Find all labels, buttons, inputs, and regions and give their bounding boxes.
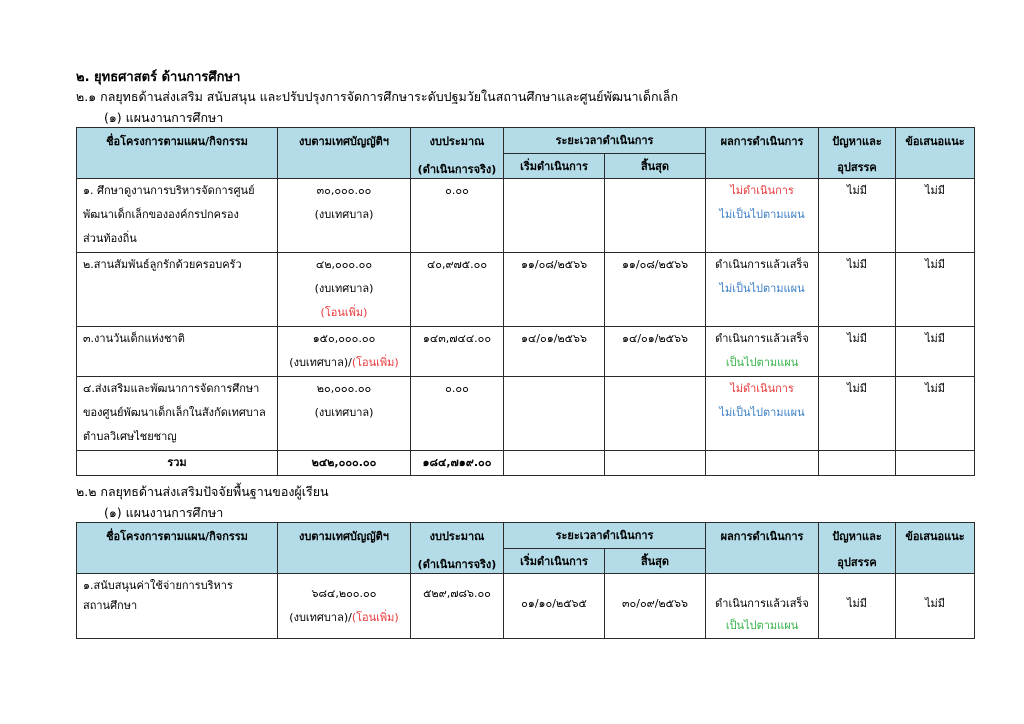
suggestion-cell <box>896 377 975 451</box>
problem-cell <box>819 179 896 253</box>
project-name-line: ๑.สนับสนุนค่าใช้จ่ายการบริหาร <box>83 579 233 592</box>
empty-cell <box>504 451 605 476</box>
budget-law-cell <box>278 377 411 451</box>
project-name-line: ๒.สานสัมพันธ์ลูกรักด้วยครอบครัว <box>83 258 242 271</box>
budget-law-cell <box>278 327 411 377</box>
budget-actual: ๐.๐๐ <box>445 184 469 197</box>
header-result: ผลการดำเนินการ <box>706 523 819 574</box>
table-row <box>77 574 975 639</box>
budget-actual: ๕๒๙,๗๘๖.๐๐ <box>423 587 491 600</box>
end-date-cell <box>605 327 706 377</box>
end-date <box>605 179 706 253</box>
budget-source: (งบเทศบาล) <box>314 282 374 295</box>
total-budget: ๒๔๒,๐๐๐.๐๐ <box>278 451 411 476</box>
project-name-line: ๓.งานวันเด็กแห่งชาติ <box>83 332 185 345</box>
section-title: ๒. ยุทธศาสตร์ ด้านการศึกษา <box>76 70 241 85</box>
problem-cell <box>819 574 896 639</box>
header-start: เริ่มดำเนินการ <box>504 548 605 574</box>
result-status: ดำเนินการแล้วเสร็จ <box>715 332 809 345</box>
empty-cell <box>706 451 819 476</box>
total-actual: ๑๘๔,๗๑๙.๐๐ <box>411 451 504 476</box>
problem-text: ไม่มี <box>846 597 868 610</box>
result-status: ไม่ดำเนินการ <box>730 184 794 197</box>
budget-amount: ๖๘๔,๒๐๐.๐๐ <box>311 587 377 600</box>
budget-actual: ๑๔๓,๗๔๔.๐๐ <box>422 332 492 345</box>
subsection-title-2: ๒.๒ กลยุทธด้านส่งเสริมปัจจัยพื้นฐานของผู้เรียน <box>76 484 329 499</box>
plan-status: ไม่เป็นไปตามแผน <box>719 406 805 419</box>
budget-actual-cell <box>411 179 504 253</box>
table-row <box>77 179 975 253</box>
table-row <box>77 377 975 451</box>
result-cell <box>706 253 819 327</box>
header-suggestion: ข้อเสนอแนะ <box>896 128 975 179</box>
header-project: ชื่อโครงการตามแผน/กิจกรรม <box>77 128 278 179</box>
budget-extra: (โอนเพิ่ม) <box>351 356 399 369</box>
budget-actual: ๔๐,๙๗๕.๐๐ <box>426 258 488 271</box>
header-problem-line1: ปัญหาและ <box>832 135 882 148</box>
problem-text: ไม่มี <box>846 332 868 345</box>
header-start: เริ่มดำเนินการ <box>504 153 605 179</box>
header-period: ระยะเวลาดำเนินการ <box>504 523 706 549</box>
end-date: ๓๐/๐๙/๒๕๖๖ <box>622 597 688 610</box>
budget-amount: ๒๐,๐๐๐.๐๐ <box>316 382 372 395</box>
header-problem-line1: ปัญหาและ <box>832 530 882 543</box>
result-cell <box>706 377 819 451</box>
result-cell <box>706 574 819 639</box>
header-project: ชื่อโครงการตามแผน/กิจกรรม <box>77 523 278 574</box>
end-date-cell <box>605 253 706 327</box>
problem-cell <box>819 253 896 327</box>
start-date-cell <box>504 327 605 377</box>
header-budget-actual-line2: (ดำเนินการจริง) <box>417 558 497 571</box>
header-end: สิ้นสุด <box>605 548 706 574</box>
start-date-cell <box>504 253 605 327</box>
project-name <box>77 327 278 377</box>
project-table-2 <box>76 522 975 639</box>
project-name-line: สถานศึกษา <box>83 599 138 612</box>
problem-cell <box>819 377 896 451</box>
result-status: ไม่ดำเนินการ <box>730 382 794 395</box>
start-date: ๑๑/๐๘/๒๕๖๖ <box>520 258 588 271</box>
header-budget-actual-line2: (ดำเนินการจริง) <box>417 163 497 176</box>
plan-status: เป็นไปตามแผน <box>725 356 799 369</box>
budget-source-line <box>281 606 407 630</box>
budget-law-cell <box>278 253 411 327</box>
table-row <box>77 253 975 327</box>
plan-status: ไม่เป็นไปตามแผน <box>719 208 805 221</box>
header-problem-line2: อุปสรรค <box>837 161 877 174</box>
budget-amount: ๓๐,๐๐๐.๐๐ <box>316 184 372 197</box>
problem-text: ไม่มี <box>846 382 868 395</box>
header-problem <box>819 523 896 574</box>
project-name-line: ๑. ศึกษาดูงานการบริหารจัดการศูนย์ <box>83 184 255 197</box>
start-date <box>504 179 605 253</box>
end-date: ๑๑/๐๘/๒๕๖๖ <box>621 258 689 271</box>
table-row <box>77 327 975 377</box>
project-name-line: ๔.ส่งเสริมและพัฒนาการจัดการศึกษา <box>83 382 260 395</box>
budget-law-cell <box>278 179 411 253</box>
suggestion-cell <box>896 179 975 253</box>
project-name <box>77 253 278 327</box>
suggestion-cell <box>896 253 975 327</box>
budget-source: (งบเทศบาล) <box>314 406 374 419</box>
header-budget-actual <box>411 523 504 574</box>
plan-label-2: (๑) แผนงานการศึกษา <box>104 505 224 520</box>
suggestion-text: ไม่มี <box>924 332 946 345</box>
budget-source: (งบเทศบาล) <box>314 208 374 221</box>
start-date: ๑๔/๐๑/๒๕๖๖ <box>521 332 587 345</box>
end-date-cell <box>605 574 706 639</box>
end-date <box>605 377 706 451</box>
header-budget-law: งบตามเทศบัญญัติฯ <box>278 523 411 574</box>
start-date-cell <box>504 574 605 639</box>
budget-amount: ๔๒,๐๐๐.๐๐ <box>315 258 373 271</box>
header-budget-law: งบตามเทศบัญญัติฯ <box>278 128 411 179</box>
suggestion-text: ไม่มี <box>924 382 946 395</box>
result-cell <box>706 179 819 253</box>
project-name <box>77 179 278 253</box>
budget-actual-cell <box>411 327 504 377</box>
result-status: ดำเนินการแล้วเสร็จ <box>715 258 809 271</box>
problem-text: ไม่มี <box>846 258 868 271</box>
problem-text: ไม่มี <box>846 184 868 197</box>
empty-cell <box>896 451 975 476</box>
header-budget-actual <box>411 128 504 179</box>
suggestion-text: ไม่มี <box>924 184 946 197</box>
header-budget-actual-line1: งบประมาณ <box>429 530 485 543</box>
empty-cell <box>605 451 706 476</box>
header-period: ระยะเวลาดำเนินการ <box>504 128 706 154</box>
budget-actual-cell <box>411 574 504 639</box>
suggestion-cell <box>896 574 975 639</box>
project-name-line: ตำบลวิเศษไชยชาญ <box>83 430 177 443</box>
header-end: สิ้นสุด <box>605 153 706 179</box>
header-suggestion: ข้อเสนอแนะ <box>896 523 975 574</box>
header-budget-actual-line1: งบประมาณ <box>429 135 485 148</box>
budget-actual-cell <box>411 253 504 327</box>
budget-source: (งบเทศบาล)/ <box>289 611 352 624</box>
result-cell <box>706 327 819 377</box>
budget-source: (งบเทศบาล)/ <box>289 356 352 369</box>
subsection-title-1: ๒.๑ กลยุทธด้านส่งเสริม สนับสนุน และปรับปรุงการจัดการศึกษาระดับปฐมวัยในสถานศึกษาและศูนย์พัฒนาเด็กเล็ก <box>76 89 679 104</box>
total-row <box>77 451 975 476</box>
suggestion-cell <box>896 327 975 377</box>
empty-cell <box>819 451 896 476</box>
header-problem <box>819 128 896 179</box>
plan-status: เป็นไปตามแผน <box>725 619 799 632</box>
end-date: ๑๔/๐๑/๒๕๖๖ <box>622 332 688 345</box>
budget-source-line <box>281 351 407 375</box>
project-table-1 <box>76 127 975 476</box>
suggestion-text: ไม่มี <box>924 597 946 610</box>
budget-actual: ๐.๐๐ <box>445 382 469 395</box>
start-date <box>504 377 605 451</box>
budget-amount: ๑๕๐,๐๐๐.๐๐ <box>312 332 376 345</box>
project-name-line: ส่วนท้องถิ่น <box>83 232 137 245</box>
suggestion-text: ไม่มี <box>924 258 946 271</box>
start-date: ๐๑/๑๐/๒๕๖๕ <box>521 597 587 610</box>
project-name-line: ของศูนย์พัฒนาเด็กเล็กในสังกัดเทศบาล <box>83 406 266 419</box>
budget-actual-cell <box>411 377 504 451</box>
plan-label-1: (๑) แผนงานการศึกษา <box>104 110 224 125</box>
project-name-line: พัฒนาเด็กเล็กขององค์กรปกครอง <box>83 208 239 221</box>
plan-status: ไม่เป็นไปตามแผน <box>719 282 805 295</box>
result-status: ดำเนินการแล้วเสร็จ <box>715 597 809 610</box>
total-label: รวม <box>77 451 278 476</box>
budget-extra: (โอนเพิ่ม) <box>351 611 399 624</box>
budget-law-cell <box>278 574 411 639</box>
header-result: ผลการดำเนินการ <box>706 128 819 179</box>
problem-cell <box>819 327 896 377</box>
budget-extra: (โอนเพิ่ม) <box>320 306 368 319</box>
header-problem-line2: อุปสรรค <box>837 556 877 569</box>
project-name <box>77 574 278 639</box>
project-name <box>77 377 278 451</box>
